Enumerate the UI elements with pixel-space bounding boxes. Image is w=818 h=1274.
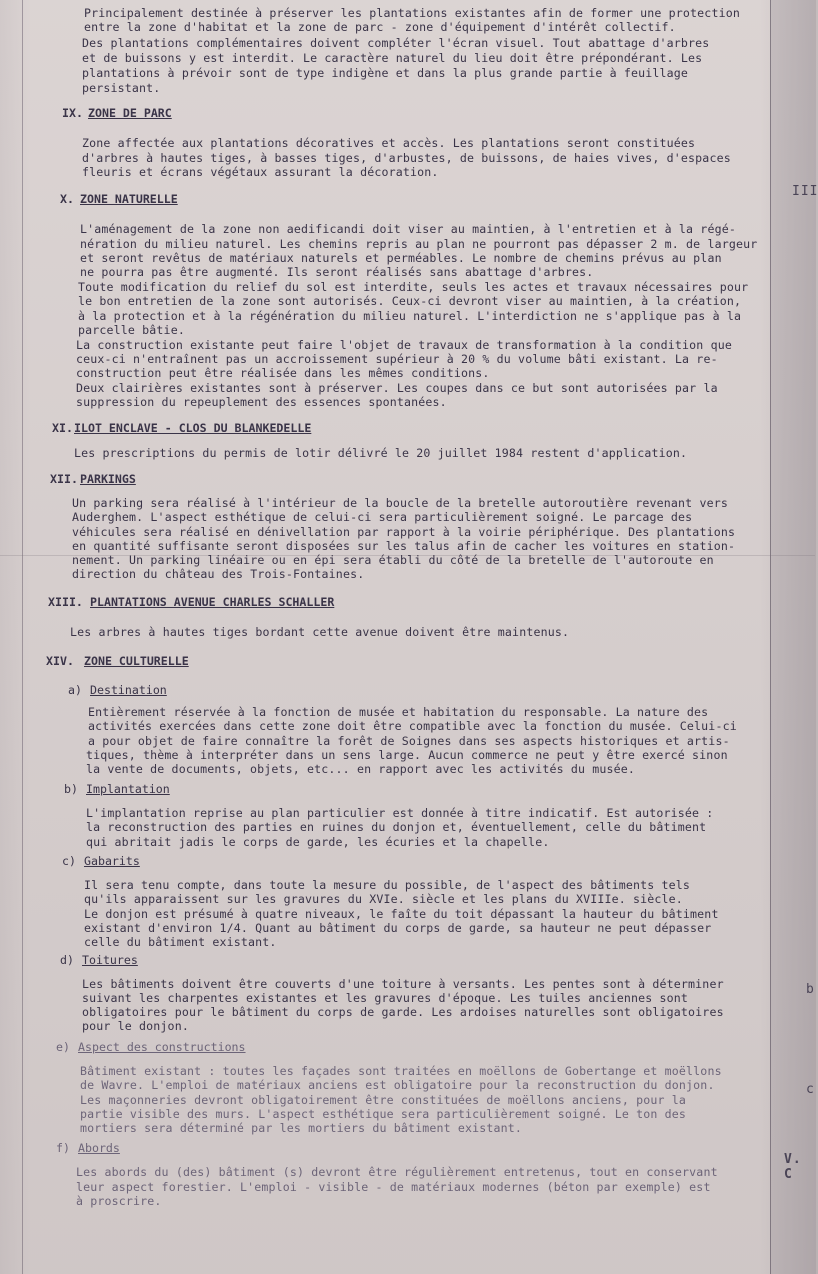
text-line: tiques, thème à interpréter dans un sens large. Aucun commerce ne peut y être exercé sinon (86, 748, 728, 762)
text-line: La construction existante peut faire l'objet de travaux de transformation à la condition que (76, 338, 732, 352)
section-number: XII. (50, 472, 78, 486)
text-line: à proscrire. (76, 1194, 162, 1208)
text-line: et de buissons y est interdit. Le caractère naturel du lieu doit être prépondérant. Les (82, 51, 703, 65)
text-line: Les arbres à hautes tiges bordant cette avenue doivent être maintenus. (70, 625, 570, 639)
text-line: activités exercées dans cette zone doit être compatible avec la fonction du musée. Celui-ci (88, 719, 737, 733)
text-line: Toute modification du relief du sol est interdite, seuls les actes et travaux nécessaires pour (78, 280, 749, 294)
text-line: en quantité suffisante seront disposées sur les talus afin de cacher les voitures en station- (72, 539, 736, 553)
subsection-title: Gabarits (84, 854, 140, 868)
margin-section-v: V. C (784, 1152, 802, 1182)
subsection-letter: b) (64, 782, 78, 796)
text-line: fleuris et écrans végétaux assurant la décoration. (82, 165, 439, 179)
text-line: Principalement destinée à préserver les plantations existantes afin de former une protection (84, 6, 740, 20)
section-number: XI. (52, 421, 73, 435)
text-line: Auderghem. L'aspect esthétique de celui-ci sera particulièrement soigné. Le parcage des (72, 510, 693, 524)
text-line: L'aménagement de la zone non aedificandi doit viser au maintien, à l'entretien et à la régé- (80, 222, 736, 236)
section-number: XIV. (46, 654, 74, 668)
subsection-letter: f) (56, 1141, 70, 1155)
section-number: XIII. (48, 595, 83, 609)
left-fold-line (22, 0, 23, 1274)
text-line: la reconstruction des parties en ruines du donjon et, éventuellement, celle du bâtiment (86, 820, 707, 834)
subsection-letter: a) (68, 683, 82, 697)
text-line: mortiers sera déterminé par les mortiers du bâtiment existant. (80, 1121, 523, 1135)
text-line: Les abords du (des) bâtiment (s) devront être régulièrement entretenus, tout en conservant (76, 1165, 718, 1179)
text-line: et seront revêtus de matériaux naturels et perméables. Le nombre de chemins prévus au plan (80, 251, 722, 265)
subsection-title: Abords (78, 1141, 120, 1155)
text-line: à la protection et à la régénération du milieu naturel. L'interdiction ne s'applique pas à la (78, 309, 742, 323)
section-title: PARKINGS (80, 472, 136, 486)
text-line: Zone affectée aux plantations décoratives et accès. Les plantations seront constituées (82, 136, 696, 150)
text-line: celle du bâtiment existant. (84, 935, 277, 949)
text-line: suivant les charpentes existantes et les gravures d'époque. Les tuiles anciennes sont (82, 991, 689, 1005)
text-line: a pour objet de faire connaître la forêt de Soignes dans ses aspects historiques et artis- (88, 734, 730, 748)
text-line: leur aspect forestier. L'emploi - visible - de matériaux modernes (béton par exemple) est (76, 1180, 711, 1194)
text-line: Un parking sera réalisé à l'intérieur de la boucle de la bretelle autoroutière revenant vers (72, 496, 728, 510)
text-line: nement. Un parking linéaire ou en épi sera établi du côté de la bretelle de l'autoroute en (72, 553, 714, 567)
text-line: véhicules sera réalisé en dénivellation par rapport à la voirie périphérique. Des plantations (72, 525, 736, 539)
section-number: IX. (62, 106, 83, 120)
text-line: plantations à prévoir sont de type indigène et dans la plus grande partie à feuillage (82, 66, 689, 80)
margin-letter-b: b (806, 982, 815, 997)
text-line: ceux-ci n'entraînent pas un accroissement supérieur à 20 % du volume bâti existant. La re- (76, 352, 718, 366)
section-title: ZONE DE PARC (88, 106, 172, 120)
text-line: Le donjon est présumé à quatre niveaux, le faîte du toit dépassant la hauteur du bâtiment (84, 907, 719, 921)
section-number: X. (60, 192, 74, 206)
text-line: parcelle bâtie. (78, 323, 185, 337)
section-title: ZONE CULTURELLE (84, 654, 189, 668)
text-line: nération du milieu naturel. Les chemins repris au plan ne pourront pas dépasser 2 m. de largeur (80, 237, 758, 251)
subsection-letter: d) (60, 953, 74, 967)
text-line: qu'ils apparaissent sur les gravures du XVIe. siècle et les plans du XVIIIe. siècle. (84, 892, 683, 906)
text-line: Entièrement réservée à la fonction de musée et habitation du responsable. La nature des (88, 705, 709, 719)
subsection-title: Aspect des constructions (78, 1040, 246, 1054)
text-line: de Wavre. L'emploi de matériaux anciens est obligatoire pour la reconstruction du donjon. (80, 1078, 715, 1092)
subsection-letter: e) (56, 1040, 70, 1054)
text-line: pour le donjon. (82, 1019, 189, 1033)
text-line: Des plantations complémentaires doivent compléter l'écran visuel. Tout abattage d'arbres (82, 36, 710, 50)
text-line: L'implantation reprise au plan particulier est donnée à titre indicatif. Est autorisée : (86, 806, 714, 820)
text-line: Les prescriptions du permis de lotir délivré le 20 juillet 1984 restent d'application. (74, 446, 688, 460)
text-line: qui abritait jadis le corps de garde, les écuries et la chapelle. (86, 835, 550, 849)
text-line: la vente de documents, objets, etc... en rapport avec les activités du musée. (86, 762, 636, 776)
text-line: Il sera tenu compte, dans toute la mesure du possible, de l'aspect des bâtiments tels (84, 878, 691, 892)
text-line: partie visible des murs. L'aspect esthétique sera particulièrement soigné. Le ton des (80, 1107, 687, 1121)
margin-letter-c: c (806, 1082, 815, 1097)
subsection-letter: c) (62, 854, 76, 868)
text-line: Bâtiment existant : toutes les façades sont traitées en moëllons de Gobertange et moëllons (80, 1064, 722, 1078)
section-title: ILOT ENCLAVE - CLOS DU BLANKEDELLE (74, 421, 312, 435)
subsection-title: Destination (90, 683, 167, 697)
subsection-title: Implantation (86, 782, 170, 796)
text-line: ne pourra pas être augmenté. Ils seront réalisés sans abattage d'arbres. (80, 265, 594, 279)
text-line: existant d'environ 1/4. Quant au bâtiment du corps de garde, sa hauteur ne peut dépasser (84, 921, 712, 935)
section-title: ZONE NATURELLE (80, 192, 178, 206)
text-line: persistant. (82, 81, 161, 95)
text-line: Les maçonneries devront obligatoirement être constituées de moëllons anciens, pour la (80, 1093, 687, 1107)
text-line: obligatoires pour le bâtiment du corps de garde. Les ardoises naturelles sont obligatoires (82, 1005, 724, 1019)
section-title: PLANTATIONS AVENUE CHARLES SCHALLER (90, 595, 335, 609)
text-line: entre la zone d'habitat et la zone de parc - zone d'équipement d'intérêt collectif. (84, 20, 676, 34)
text-line: construction peut être réalisée dans les mêmes conditions. (76, 366, 490, 380)
text-line: Les bâtiments doivent être couverts d'une toiture à versants. Les pentes sont à déterminer (82, 977, 724, 991)
text-line: direction du château des Trois-Fontaines. (72, 567, 365, 581)
text-line: suppression du repeuplement des essences spontanées. (76, 395, 447, 409)
margin-roman-iii: III (792, 184, 818, 199)
text-line: Deux clairières existantes sont à préserver. Les coupes dans ce but sont autorisées par la (76, 381, 718, 395)
subsection-title: Toitures (82, 953, 138, 967)
text-line: d'arbres à hautes tiges, à basses tiges, d'arbustes, de buissons, de haies vives, d'espaces (82, 151, 731, 165)
text-line: le bon entretien de la zone sont autorisés. Ceux-ci devront viser au maintien, à la création, (78, 294, 742, 308)
